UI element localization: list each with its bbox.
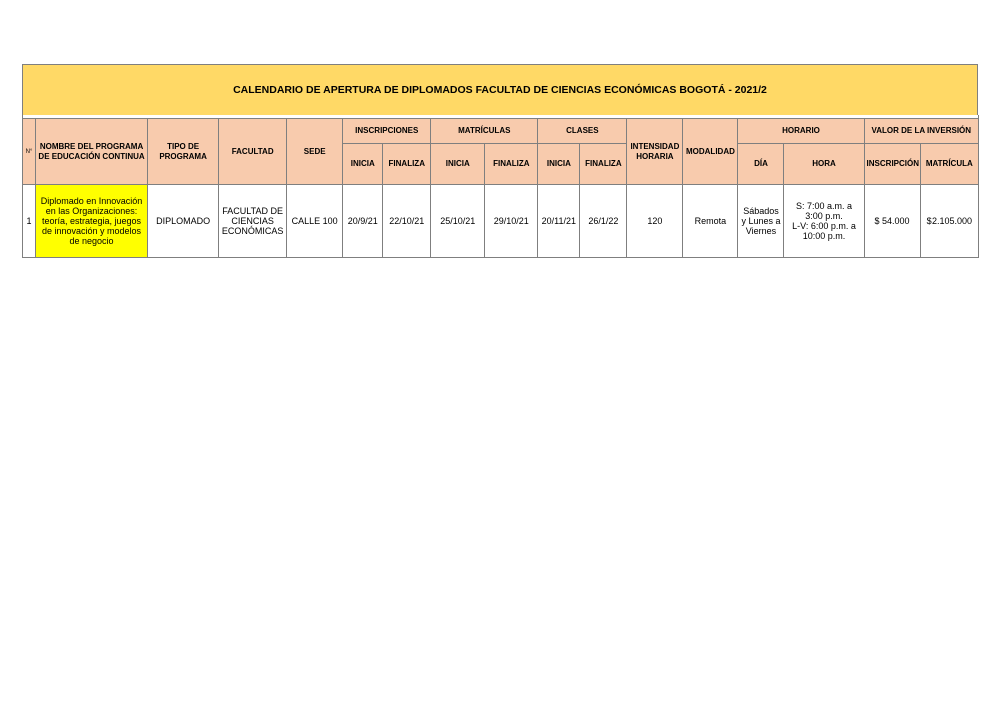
- header-program-name: NOMBRE DEL PROGRAMA DE EDUCACIÓN CONTINUA: [36, 119, 148, 185]
- cell-class-start: 20/11/21: [538, 185, 580, 258]
- header-class-end: FINALIZA: [580, 144, 627, 185]
- cell-intensity: 120: [627, 185, 683, 258]
- cell-insc-end: 22/10/21: [383, 185, 431, 258]
- spreadsheet: [22, 64, 978, 258]
- table-row: [23, 185, 979, 258]
- cell-tuition-fee: [920, 185, 978, 258]
- header-inscripciones: INSCRIPCIONES: [343, 119, 431, 144]
- cell-hour: [784, 185, 864, 258]
- header-insc-start: INICIA: [343, 144, 383, 185]
- cell-day: Sábados y Lunes a Viernes: [738, 185, 784, 258]
- tuition-currency: $: [926, 216, 932, 226]
- header-intensity: INTENSIDAD HORARIA: [627, 119, 683, 185]
- header-mat-end: FINALIZA: [485, 144, 538, 185]
- header-matriculas: MATRÍCULAS: [431, 119, 538, 144]
- cell-program-type: DIPLOMADO: [148, 185, 219, 258]
- header-faculty: FACULTAD: [219, 119, 287, 185]
- cell-modality: Remota: [683, 185, 738, 258]
- header-inscription-fee: INSCRIPCIÓN: [864, 144, 920, 185]
- header-program-type: TIPO DE PROGRAMA: [148, 119, 219, 185]
- cell-mat-end: 29/10/21: [485, 185, 538, 258]
- cell-program-name: Diplomado en Innovación en las Organizaciones: teoría, estrategia, juegos de innovación y modelos de negocio: [36, 185, 148, 258]
- diplomado-table: [22, 115, 979, 258]
- header-mat-start: INICIA: [431, 144, 485, 185]
- header-hour: HORA: [784, 144, 864, 185]
- cell-mat-start: 25/10/21: [431, 185, 485, 258]
- hour-line-saturday: S: 7:00 a.m. a 3:00 p.m.: [796, 201, 853, 221]
- cell-campus: CALLE 100: [287, 185, 343, 258]
- header-investment: VALOR DE LA INVERSIÓN: [864, 119, 978, 144]
- header-modality: MODALIDAD: [683, 119, 738, 185]
- header-clases: CLASES: [538, 119, 627, 144]
- header-insc-end: FINALIZA: [383, 144, 431, 185]
- cell-class-end: 26/1/22: [580, 185, 627, 258]
- cell-faculty: FACULTAD DE CIENCIAS ECONÓMICAS: [219, 185, 287, 258]
- cell-num: 1: [23, 185, 36, 258]
- hour-line-weekday: L-V: 6:00 p.m. a 10:00 p.m.: [792, 221, 856, 241]
- cell-inscription-fee: $ 54.000: [864, 185, 920, 258]
- tuition-amount: 2.105.000: [931, 216, 972, 226]
- header-schedule: HORARIO: [738, 119, 864, 144]
- header-day: DÍA: [738, 144, 784, 185]
- header-tuition-fee: MATRÍCULA: [920, 144, 978, 185]
- header-class-start: INICIA: [538, 144, 580, 185]
- header-num: N°: [23, 119, 36, 185]
- sheet-title: CALENDARIO DE APERTURA DE DIPLOMADOS FACULTAD DE CIENCIAS ECONÓMICAS BOGOTÁ - 2021/2: [22, 64, 978, 115]
- header-campus: SEDE: [287, 119, 343, 185]
- cell-insc-start: 20/9/21: [343, 185, 383, 258]
